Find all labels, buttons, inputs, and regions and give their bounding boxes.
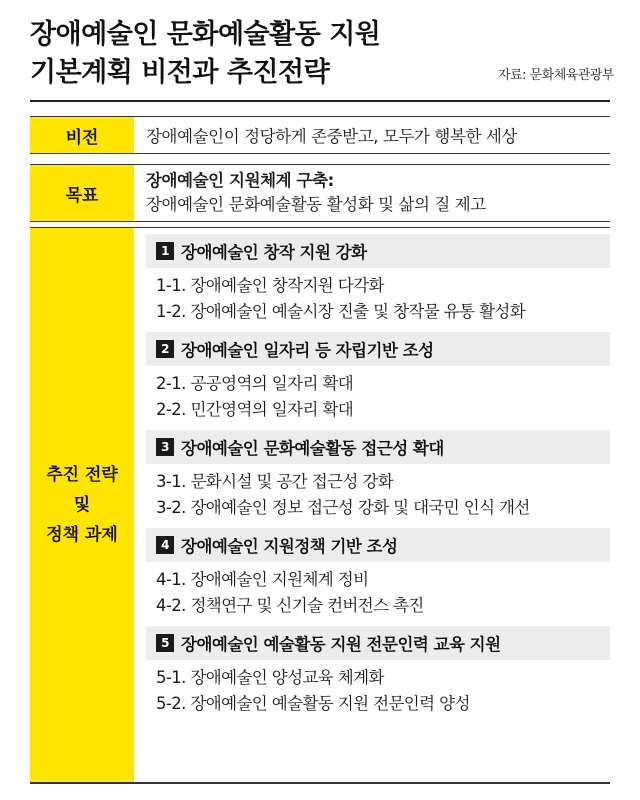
bottom-rule xyxy=(30,783,610,784)
strategy-title: 장애예술인 예술활동 지원 전문인력 교육 지원 xyxy=(181,635,501,654)
vision-label: 비전 xyxy=(30,117,134,153)
strategy-item: 2-2. 민간영역의 일자리 확대 xyxy=(156,400,354,419)
page-title-line2: 기본계획 비전과 추진전략 xyxy=(30,57,330,88)
goal-content xyxy=(134,165,610,221)
strategy-label-line3: 정책 과제 xyxy=(46,525,118,545)
strategy-item: 1-1. 장애예술인 창작지원 다각화 xyxy=(156,276,384,295)
strategy-item: 4-1. 장애예술인 지원체계 정비 xyxy=(156,570,369,589)
page-title-line1: 장애예술인 문화예술활동 지원 xyxy=(30,19,381,50)
strategy-label-line2: 및 xyxy=(73,495,91,515)
source-credit: 자료: 문화체육관광부 xyxy=(497,68,614,83)
top-rule xyxy=(30,100,610,102)
strategy-item: 5-2. 장애예술인 예술활동 지원 전문인력 양성 xyxy=(156,694,470,713)
strategy-heading xyxy=(146,528,610,562)
strategy-heading xyxy=(146,332,610,366)
strategy-item: 3-1. 문화시설 및 공간 접근성 강화 xyxy=(156,472,394,491)
strategy-label-line1: 추진 전략 xyxy=(46,465,118,485)
strategy-item: 3-2. 장애예술인 정보 접근성 강화 및 대국민 인식 개선 xyxy=(156,498,530,517)
strategy-block xyxy=(146,626,610,717)
strategy-item: 2-1. 공공영역의 일자리 확대 xyxy=(156,374,354,393)
number-badge-icon: 4 xyxy=(156,536,174,554)
strategy-list xyxy=(146,234,610,724)
strategy-title: 장애예술인 문화예술활동 접근성 확대 xyxy=(181,439,444,458)
strategy-heading xyxy=(146,626,610,660)
strategy-title: 장애예술인 일자리 등 자립기반 조성 xyxy=(181,341,434,360)
goal-line1: 장애예술인 지원체계 구축: xyxy=(146,171,334,190)
goal-label: 목표 xyxy=(30,165,134,221)
strategy-block xyxy=(146,234,610,325)
strategy-heading xyxy=(146,234,610,268)
strategy-title: 장애예술인 창작 지원 강화 xyxy=(181,243,367,262)
strategy-row xyxy=(30,227,610,783)
vision-text: 장애예술인이 정당하게 존중받고, 모두가 행복한 세상 xyxy=(146,127,517,146)
number-badge-icon: 5 xyxy=(156,634,174,652)
number-badge-icon: 1 xyxy=(156,242,174,260)
strategy-block xyxy=(146,332,610,423)
goal-row xyxy=(30,164,610,222)
strategy-label xyxy=(30,228,134,782)
vision-row xyxy=(30,116,610,154)
strategy-item: 1-2. 장애예술인 예술시장 진출 및 창작물 유통 활성화 xyxy=(156,302,526,321)
number-badge-icon: 2 xyxy=(156,340,174,358)
strategy-item: 5-1. 장애예술인 양성교육 체계화 xyxy=(156,668,384,687)
strategy-heading xyxy=(146,430,610,464)
number-badge-icon: 3 xyxy=(156,438,174,456)
strategy-block xyxy=(146,430,610,521)
strategy-title: 장애예술인 지원정책 기반 조성 xyxy=(181,537,398,556)
goal-line2: 장애예술인 문화예술활동 활성화 및 삶의 질 제고 xyxy=(146,195,486,214)
strategy-block xyxy=(146,528,610,619)
strategy-item: 4-2. 정책연구 및 신기술 컨버전스 촉진 xyxy=(156,596,424,615)
